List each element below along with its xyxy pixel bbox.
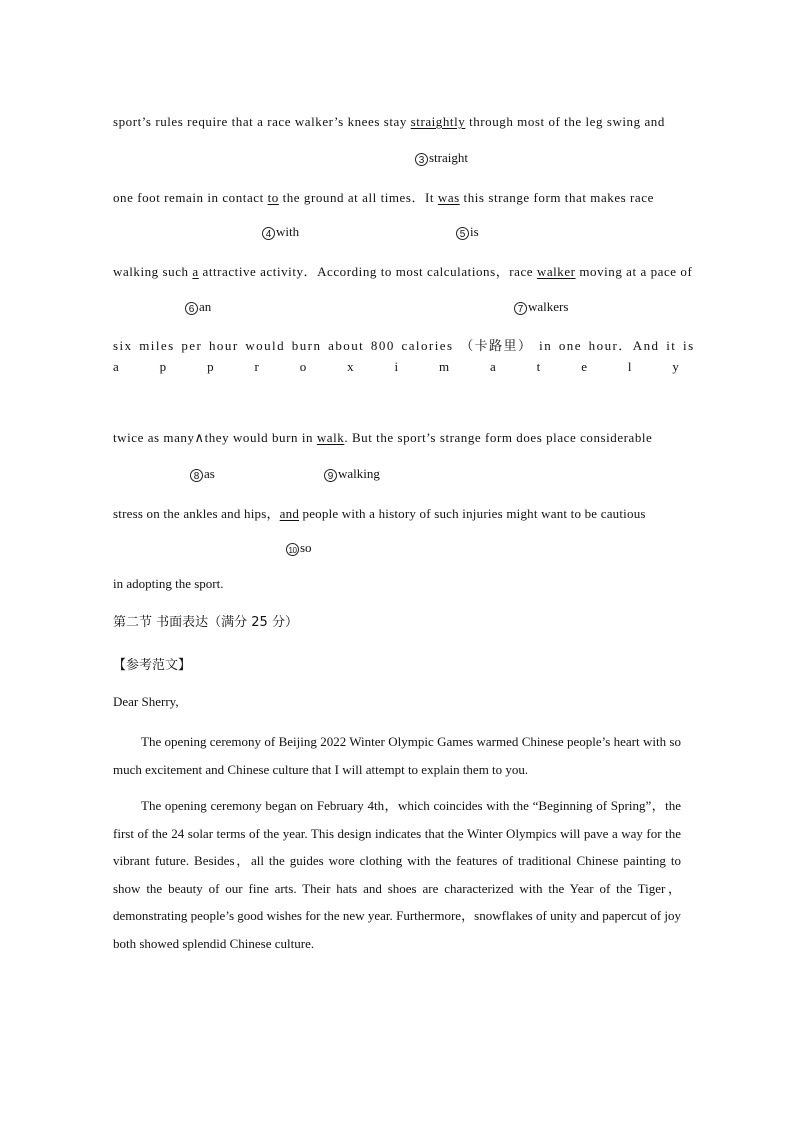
correction-line-3 (113, 261, 692, 280)
letter: l (627, 359, 632, 374)
text: this strange form that makes race (459, 190, 654, 205)
letter: p (207, 359, 214, 374)
salutation: Dear Sherry, (113, 694, 179, 709)
correction-line-7 (113, 503, 646, 522)
text: one foot remain in contact (113, 190, 268, 205)
correction-8 (190, 466, 215, 482)
letter: x (347, 359, 354, 374)
circled-number: 6 (185, 302, 198, 315)
error-word: to (267, 190, 279, 205)
letter: p (159, 359, 167, 374)
text: walking such (113, 264, 193, 279)
correction-word: as (204, 466, 215, 481)
correction-word: walking (338, 466, 380, 481)
correction-word: so (300, 540, 312, 555)
essay-paragraph-2: The opening ceremony began on February 4th，which coincides with the “Beginning of Spring”，the first of the 24 solar terms of the year. This design indicates that the Winter Olympics will pave a way for the vibrant future. Besides，all the guides wore clothing with the features of traditional Chinese painting to show the beauty of our fine arts. Their hats and shoes are characterized with the Year of the Tiger，demonstrating people’s good wishes for the new year. Furthermore，snowflakes of unity and papercut of joy both showed splendid Chinese culture. (113, 798, 681, 951)
correction-4 (262, 224, 299, 240)
circled-number: 8 (190, 469, 203, 482)
error-word: walker (536, 264, 576, 279)
correction-word: straight (429, 150, 468, 165)
text: in adopting the sport. (113, 576, 224, 591)
correction-word: walkers (528, 299, 569, 314)
circled-number: 3 (415, 153, 428, 166)
correction-line-6 (113, 430, 652, 446)
text: six miles per hour would burn about 800 calories （卡路里） in one hour．And it is (113, 338, 695, 353)
circled-number: 10 (286, 543, 299, 556)
circled-number: 5 (456, 227, 469, 240)
error-word: walk (316, 430, 345, 445)
correction-7 (514, 299, 568, 315)
error-word: a (192, 264, 199, 279)
correction-9 (324, 466, 380, 482)
text: through most of the leg swing and (465, 114, 665, 129)
letter: i (394, 359, 399, 374)
error-word: and (279, 506, 300, 521)
correction-5 (456, 224, 479, 240)
correction-line-5 (113, 359, 679, 375)
section-title: 第二节 书面表达（满分 25 分） (113, 615, 298, 630)
circled-number: 7 (514, 302, 527, 315)
letter: a (113, 359, 119, 374)
text: twice as many∧they would burn in (113, 430, 317, 445)
text: attractive activity．According to most calculations，race (198, 264, 537, 279)
error-word: was (437, 190, 460, 205)
correction-3 (415, 150, 468, 166)
reference-label: 【参考范文】 (113, 658, 192, 673)
letter: r (254, 359, 259, 374)
letter: t (536, 359, 541, 374)
text: . But the sport’s strange form does place considerable (344, 430, 653, 445)
letter: a (490, 359, 496, 374)
text: stress on the ankles and hips， (113, 506, 280, 521)
circled-number: 4 (262, 227, 275, 240)
text: moving at a pace of (575, 264, 693, 279)
text: people with a history of such injuries might want to be cautious (299, 506, 646, 521)
correction-line-1 (113, 114, 665, 130)
letter: e (581, 359, 587, 374)
correction-10 (286, 540, 312, 556)
correction-6 (185, 299, 211, 315)
error-word: straightly (410, 114, 466, 129)
correction-word: with (276, 224, 300, 239)
letter: o (299, 359, 307, 374)
correction-line-8 (113, 576, 224, 592)
text: the ground at all times．It (278, 190, 438, 205)
correction-word: is (470, 224, 479, 239)
letter: y (672, 359, 679, 374)
letter: m (438, 359, 450, 374)
text: sport’s rules require that a race walker’s knees stay (113, 114, 411, 129)
correction-word: an (199, 299, 212, 314)
circled-number: 9 (324, 469, 337, 482)
correction-line-4 (113, 335, 695, 354)
essay-paragraph-1: The opening ceremony of Beijing 2022 Winter Olympic Games warmed Chinese people’s heart with so much excitement and Chinese culture that I will attempt to explain them to you. (113, 734, 681, 777)
correction-line-2 (113, 187, 654, 206)
